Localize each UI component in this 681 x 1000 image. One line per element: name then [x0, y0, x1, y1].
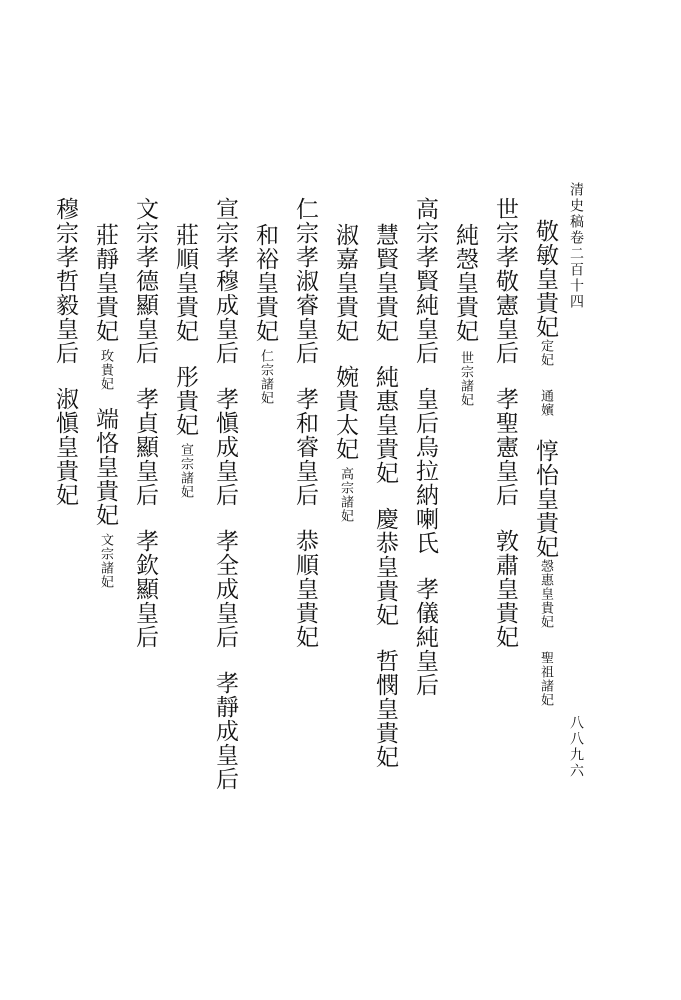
toc-entry: 孝愼成皇后: [212, 387, 238, 507]
toc-entry: 敦肅皇貴妃: [492, 529, 518, 649]
toc-entry: 慧賢皇貴妃: [372, 223, 398, 343]
toc-entry: 孝靜成皇后: [212, 671, 238, 791]
toc-entry: 穆宗孝哲毅皇后: [52, 197, 78, 365]
toc-column-8: [253, 223, 276, 405]
toc-column-11: [133, 197, 156, 649]
toc-entry: 孝儀純皇后: [412, 577, 438, 697]
toc-entry: 敬敏皇貴妃: [532, 219, 558, 339]
toc-entry: 宣宗孝穆成皇后: [212, 197, 238, 365]
page-number: 八八九六: [568, 715, 584, 779]
toc-column-7: [293, 197, 316, 649]
toc-column-6: [333, 223, 356, 523]
toc-entry-small: 通嬪: [538, 389, 553, 417]
toc-entry: 皇后烏拉納喇氏: [412, 387, 438, 555]
toc-entry: 純惠皇貴妃: [372, 365, 398, 485]
toc-entry: 孝和睿皇后: [292, 387, 318, 507]
toc-entry: 莊靜皇貴妃: [92, 223, 118, 343]
toc-entry: 慶恭皇貴妃: [372, 507, 398, 627]
toc-entry: 莊順皇貴妃: [172, 223, 198, 343]
toc-group-note: 宣宗諸妃: [178, 443, 193, 499]
toc-column-13: [53, 197, 76, 507]
toc-group-note: 文宗諸妃: [98, 533, 113, 589]
toc-entry: 孝貞顯皇后: [132, 387, 158, 507]
toc-entry: 純愨皇貴妃: [452, 223, 478, 343]
toc-entry: 仁宗孝淑睿皇后: [292, 197, 318, 365]
toc-entry: 彤貴妃: [172, 365, 198, 437]
toc-entry: 孝欽顯皇后: [132, 529, 158, 649]
toc-entry: 恭順皇貴妃: [292, 529, 318, 649]
toc-column-5: [373, 223, 396, 769]
toc-entry: 世宗孝敬憲皇后: [492, 197, 518, 365]
toc-entry: 端恪皇貴妃: [92, 407, 118, 527]
toc-group-note: 聖祖諸妃: [538, 651, 553, 707]
toc-entry: 婉貴太妃: [332, 365, 358, 461]
toc-column-12: [93, 223, 116, 589]
toc-entry: 高宗孝賢純皇后: [412, 197, 438, 365]
toc-entry: 和裕皇貴妃: [252, 223, 278, 343]
toc-column-10: [173, 223, 196, 499]
toc-group-note: 世宗諸妃: [458, 351, 473, 407]
toc-column-4: [413, 197, 436, 697]
toc-column-9: [213, 197, 236, 791]
toc-entry: 孝聖憲皇后: [492, 387, 518, 507]
toc-entry-small: 定妃: [538, 339, 553, 367]
toc-entry: 哲憫皇貴妃: [372, 649, 398, 769]
toc-entry: 文宗孝德顯皇后: [132, 197, 158, 365]
toc-column-1: [533, 219, 556, 707]
toc-entry: 惇怡皇貴妃: [532, 439, 558, 559]
toc-column-3: [453, 223, 476, 407]
running-header-title: 清史稿卷二百十四: [568, 182, 584, 310]
toc-entry-small: 玫貴妃: [98, 349, 113, 391]
toc-entry-small: 愨惠皇貴妃: [538, 559, 553, 629]
toc-group-note: 高宗諸妃: [338, 467, 353, 523]
toc-column-2: [493, 197, 516, 649]
toc-entry: 淑愼皇貴妃: [52, 387, 78, 507]
toc-entry: 淑嘉皇貴妃: [332, 223, 358, 343]
toc-group-note: 仁宗諸妃: [258, 349, 273, 405]
toc-entry: 孝全成皇后: [212, 529, 238, 649]
